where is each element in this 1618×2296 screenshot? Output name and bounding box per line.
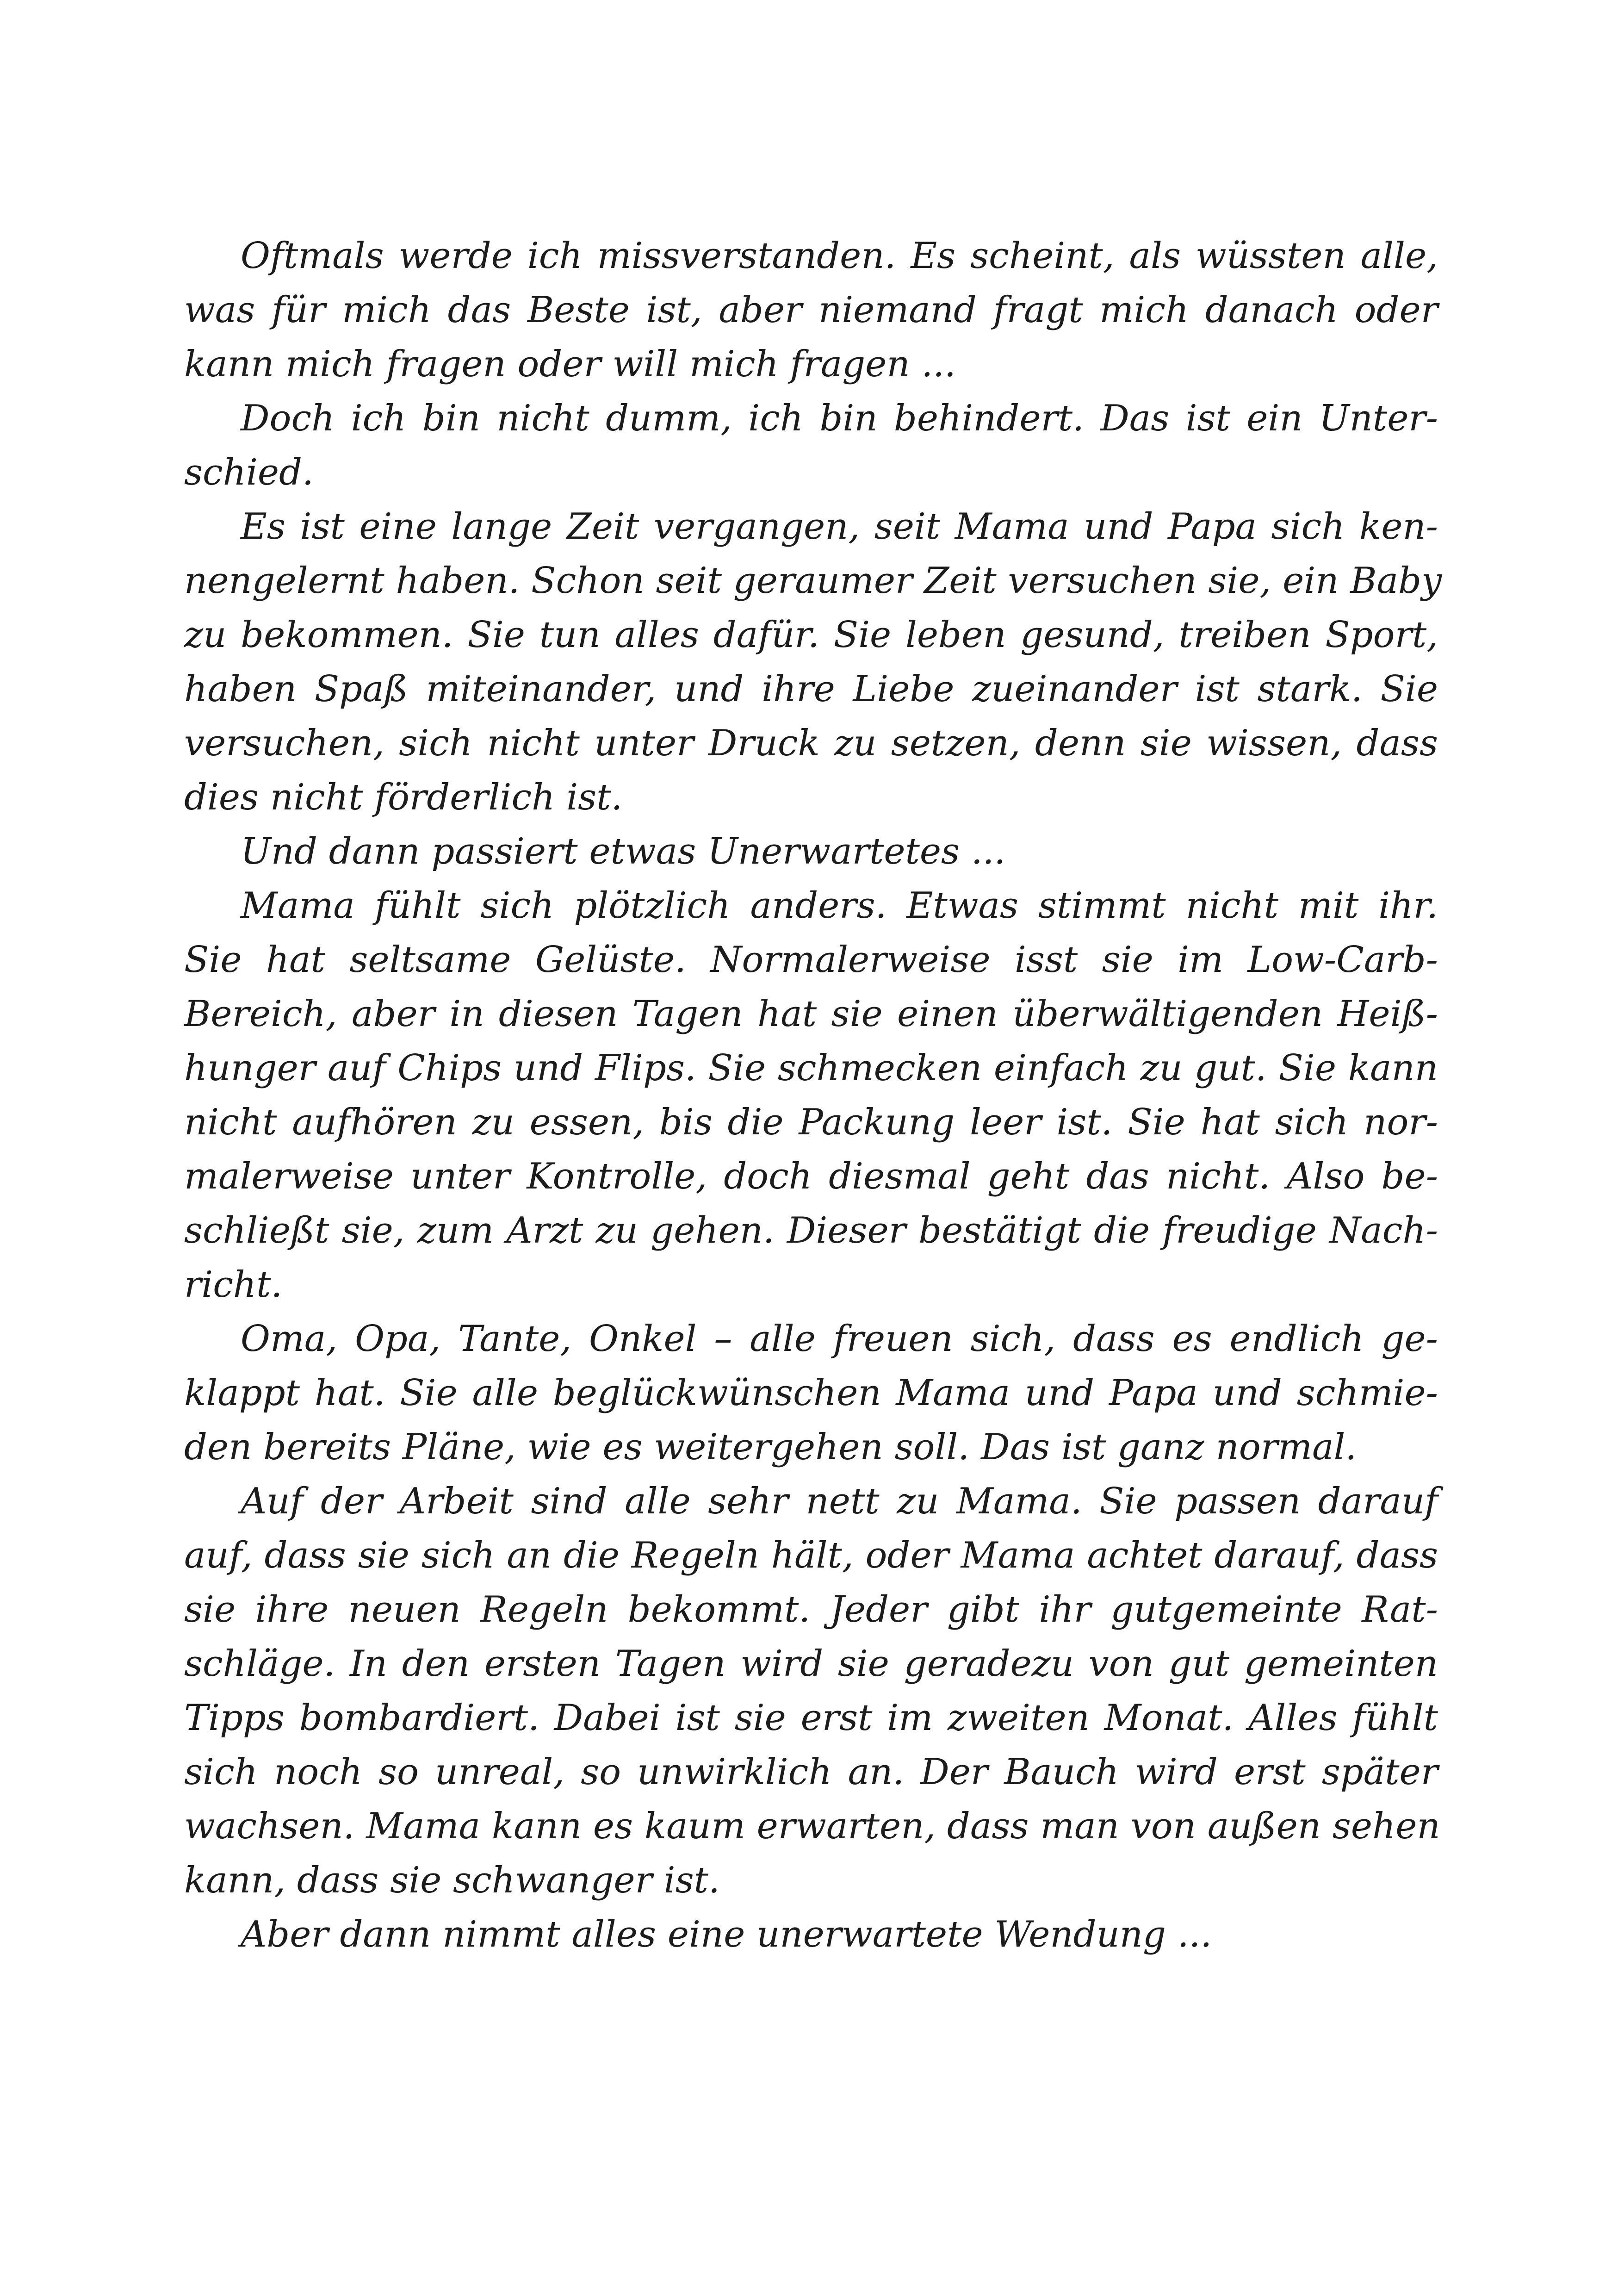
text-line: auf, dass sie sich an die Regeln hält, oder Mama achtet darauf, dass [184, 1535, 1438, 1576]
text-line: Es ist eine lange Zeit vergangen, seit Mama und Papa sich ken- [241, 506, 1438, 548]
text-line: kann, dass sie schwanger ist. [184, 1860, 720, 1901]
text-line: richt. [184, 1264, 283, 1306]
text-line: wachsen. Mama kann es kaum erwarten, dass man von außen sehen [184, 1805, 1440, 1847]
text-line: hunger auf Chips und Flips. Sie schmecken einfach zu gut. Sie kann [184, 1047, 1438, 1089]
text-line: Bereich, aber in diesen Tagen hat sie einen überwältigenden Heiß- [184, 993, 1438, 1035]
text-line: schied. [184, 452, 314, 493]
body-text [184, 229, 1442, 1962]
text-line: nengelernt haben. Schon seit geraumer Zeit versuchen sie, ein Baby [184, 560, 1442, 602]
text-line: Aber dann nimmt alles eine unerwartete Wendung ... [241, 1914, 1212, 1955]
text-line: haben Spaß miteinander, und ihre Liebe zueinander ist stark. Sie [184, 668, 1438, 710]
text-line: zu bekommen. Sie tun alles dafür. Sie leben gesund, treiben Sport, [184, 614, 1438, 656]
text-line: Sie hat seltsame Gelüste. Normalerweise isst sie im Low-Carb- [184, 939, 1438, 981]
text-line: Und dann passiert etwas Unerwartetes ... [241, 831, 1006, 872]
text-line: Oftmals werde ich missverstanden. Es scheint, als wüssten alle, [241, 235, 1438, 277]
text-line: nicht aufhören zu essen, bis die Packung leer ist. Sie hat sich nor- [184, 1101, 1438, 1143]
text-line: Oma, Opa, Tante, Onkel – alle freuen sich, dass es endlich ge- [241, 1318, 1438, 1360]
text-line: versuchen, sich nicht unter Druck zu setzen, denn sie wissen, dass [184, 722, 1438, 764]
text-line: was für mich das Beste ist, aber niemand fragt mich danach oder [184, 289, 1438, 331]
text-line: sich noch so unreal, so unwirklich an. Der Bauch wird erst später [184, 1751, 1438, 1793]
text-line: Doch ich bin nicht dumm, ich bin behindert. Das ist ein Unter- [241, 398, 1438, 439]
text-line: Auf der Arbeit sind alle sehr nett zu Mama. Sie passen darauf [241, 1481, 1438, 1522]
text-line: malerweise unter Kontrolle, doch diesmal geht das nicht. Also be- [184, 1156, 1438, 1197]
text-line: klappt hat. Sie alle beglückwünschen Mama und Papa und schmie- [184, 1372, 1438, 1414]
text-line: Mama fühlt sich plötzlich anders. Etwas stimmt nicht mit ihr. [241, 885, 1438, 927]
text-line: dies nicht förderlich ist. [184, 777, 623, 818]
text-line: sie ihre neuen Regeln bekommt. Jeder gibt ihr gutgemeinte Rat- [184, 1589, 1438, 1630]
text-line: den bereits Pläne, wie es weitergehen soll. Das ist ganz normal. [184, 1426, 1357, 1468]
text-line: schläge. In den ersten Tagen wird sie geradezu von gut gemeinten [184, 1643, 1438, 1685]
text-line: Tipps bombardiert. Dabei ist sie erst im zweiten Monat. Alles fühlt [184, 1697, 1438, 1739]
text-line: kann mich fragen oder will mich fragen ... [184, 343, 956, 385]
text-line: schließt sie, zum Arzt zu gehen. Dieser bestätigt die freudige Nach- [184, 1210, 1438, 1251]
